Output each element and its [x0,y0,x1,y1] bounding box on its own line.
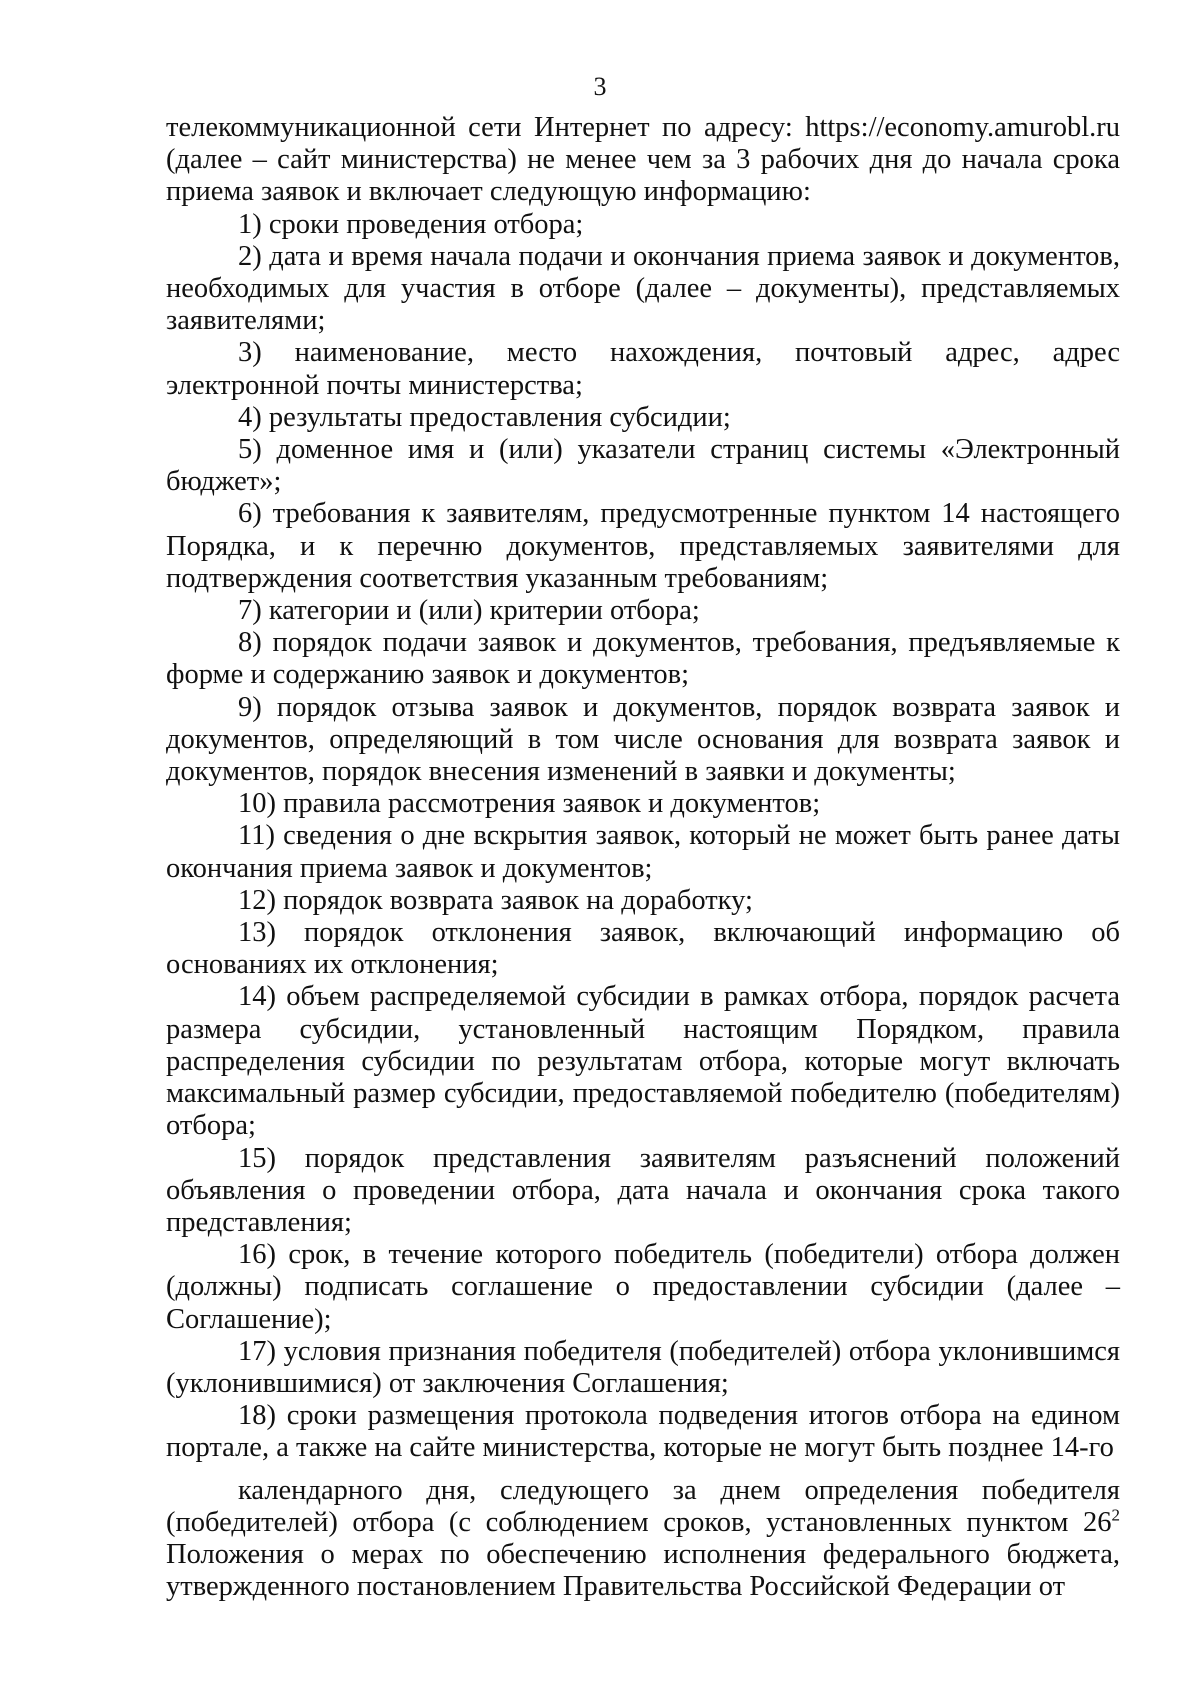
list-item-14: 14) объем распределяемой субсидии в рамках отбора, порядок расчета размера субсидии, установленный настоящим Порядком, правила распределения субсидии по результатам отбора, которые могут включать максимальный размер субсидии, предоставляемой победителю (победителям) отбора; [166,981,1120,1142]
page-number: 3 [593,72,607,101]
list-item-1: 1) сроки проведения отбора; [238,208,584,240]
list-item-4: 4) результаты предоставления субсидии; [238,401,731,433]
continuation-text-start: календарного дня, следующего за днем определения победителя (победителей) отбора (с соблюдением сроков, установленных пунктом 26 [166,1474,1120,1538]
list-item-16: 16) срок, в течение которого победитель (победители) отбора должен (должны) подписать соглашение о предоставлении субсидии (далее – Соглашение); [166,1239,1120,1335]
continuation-text-end: Положения о мерах по обеспечению исполнения федерального бюджета, утвержденного постановлением Правительства Российской Федерации от [166,1538,1120,1603]
list-item-5: 5) доменное имя и (или) указатели страниц системы «Электронный бюджет»; [166,434,1120,498]
list-item-18-continuation [166,1475,1120,1604]
list-item-18: 18) сроки размещения протокола подведения итогов отбора на едином портале, а также на сайте министерства, которые не могут быть позднее 14-го [166,1400,1120,1464]
list-item-6: 6) требования к заявителям, предусмотренные пунктом 14 настоящего Порядка, и к перечню документов, представляемых заявителями для подтверждения соответствия указанным требованиям; [166,498,1120,594]
list-item-12: 12) порядок возврата заявок на доработку; [238,884,753,916]
list-item-17: 17) условия признания победителя (победителей) отбора уклонившимся (уклонившимися) от заключения Соглашения; [166,1335,1120,1399]
list-item-13: 13) порядок отклонения заявок, включающий информацию об основаниях их отклонения; [166,917,1120,981]
paragraph-intro: телекоммуникационной сети Интернет по адресу: https://economy.amurobl.ru (далее – сайт министерства) не менее чем за 3 рабочих дня до начала срока приема заявок и включает следующую информацию: [166,112,1120,208]
list-item-3: 3) наименование, место нахождения, почтовый адрес, адрес электронной почты министерства; [166,337,1120,401]
footnote-superscript: 2 [1111,1505,1120,1525]
list-item-10: 10) правила рассмотрения заявок и документов; [238,788,821,820]
list-item-2: 2) дата и время начала подачи и окончания приема заявок и документов, необходимых для участия в отборе (далее – документы), представляемых заявителями; [166,240,1120,337]
list-item-8: 8) порядок подачи заявок и документов, требования, предъявляемые к форме и содержанию заявок и документов; [166,627,1120,691]
list-item-11: 11) сведения о дне вскрытия заявок, который не может быть ранее даты окончания приема заявок и документов; [166,820,1120,884]
list-item-15: 15) порядок представления заявителям разъяснений положений объявления о проведении отбора, дата начала и окончания срока такого представления; [166,1142,1120,1238]
list-item-7: 7) категории и (или) критерии отбора; [238,595,700,627]
document-body [166,112,1120,1603]
list-item-9: 9) порядок отзыва заявок и документов, порядок возврата заявок и документов, определяющий в том числе основания для возврата заявок и документов, порядок внесения изменений в заявки и документы; [166,691,1120,788]
